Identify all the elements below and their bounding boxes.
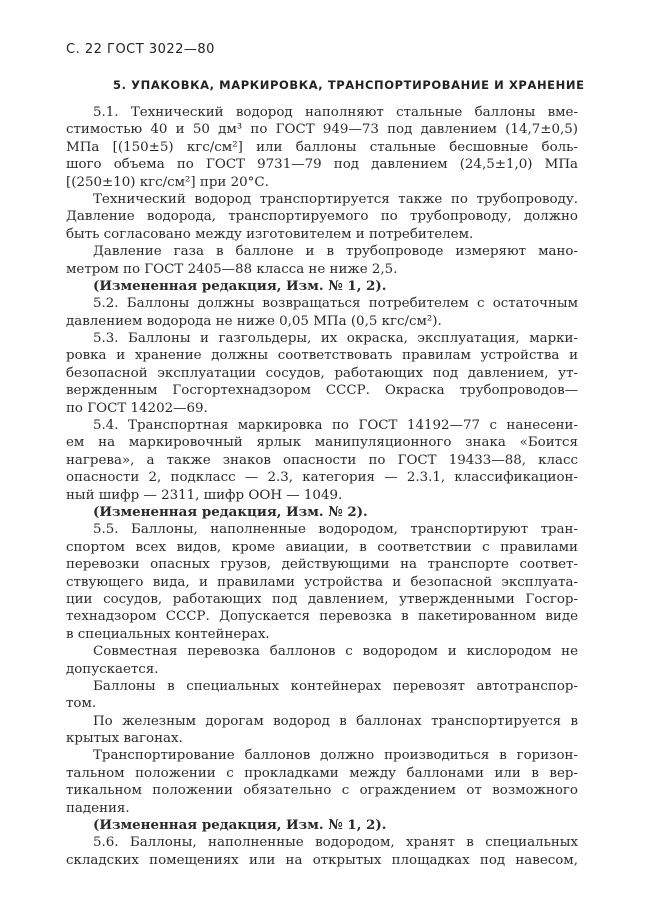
text-line: том. [66,696,97,712]
text-line: ции сосудов, работающих под давлением, утвержденными Госгор- [66,591,578,607]
amendment-note: (Измененная редакция, Изм. № 1, 2). [93,817,387,834]
text-line: перевозки опасных грузов, действующими на транспорте соответ- [66,557,578,573]
text-line: вержденным Госгортехнадзором СССР. Окраска трубопроводов— [66,383,578,399]
text-line: 5.2. Баллоны должны возвращаться потребителем с остаточным [93,296,578,312]
text-line: стимостью 40 и 50 дм³ по ГОСТ 949—73 под давлением (14,7±0,5) [66,122,578,138]
text-line: падения. [66,800,130,816]
text-line: шого объема по ГОСТ 9731—79 под давлением (24,5±1,0) МПа [66,157,578,173]
text-line: складских помещениях или на открытых площадках под навесом, [66,852,578,868]
text-line: 5.4. Транспортная маркировка по ГОСТ 14192—77 с нанесени- [93,418,578,434]
text-line: Транспортирование баллонов должно производиться в горизон- [93,748,578,764]
page-header: С. 22 ГОСТ 3022—80 [66,42,215,57]
amendment-note: (Измененная редакция, Изм. № 1, 2). [93,277,387,294]
text-line: ный шифр — 2311, шифр ООН — 1049. [66,487,343,503]
text-line: тальном положении с прокладками между баллонами или в вер- [66,765,578,781]
text-line: технадзором СССР. Допускается перевозка в пакетированном виде [66,609,578,625]
document-body [66,104,578,869]
text-line: давлением водорода не ниже 0,05 МПа (0,5 кгс/см²). [66,313,442,329]
text-line: Давление газа в баллоне и в трубопроводе измеряют мано- [93,244,578,260]
text-line: Технический водород транспортируется также по трубопроводу. [93,191,578,207]
text-line: по ГОСТ 14202—69. [66,400,208,416]
text-line: безопасной эксплуатации сосудов, работающих под давлением, ут- [66,365,578,381]
text-line: По железным дорогам водород в баллонах транспортируется в [93,713,578,729]
text-line: 5.3. Баллоны и газгольдеры, их окраска, эксплуатация, марки- [93,331,578,347]
text-line: МПа [(150±5) кгс/см²] или баллоны стальные бесшовные боль- [66,139,578,155]
text-line: Баллоны в специальных контейнерах перевозят автотранспор- [93,678,578,694]
text-line: допускается. [66,661,159,677]
amendment-note: (Измененная редакция, Изм. № 2). [93,503,368,520]
text-line: в специальных контейнерах. [66,626,270,642]
text-line: ем на маркировочный ярлык манипуляционного знака «Боится [66,435,578,451]
section-title: 5. УПАКОВКА, МАРКИРОВКА, ТРАНСПОРТИРОВАНИЕ И ХРАНЕНИЕ [113,78,585,92]
text-line: тикальном положении обязательно с ограждением от возможного [66,783,578,799]
text-line: крытых вагонах. [66,731,183,747]
text-line: 5.5. Баллоны, наполненные водородом, транспортируют тран- [93,522,578,538]
text-line: ствующего вида, и правилами устройства и безопасной эксплуата- [66,574,578,590]
text-line: 5.6. Баллоны, наполненные водородом, хранят в специальных [93,835,578,851]
text-line: метром по ГОСТ 2405—88 класса не ниже 2,5. [66,261,398,277]
text-line: Давление водорода, транспортируемого по трубопроводу, должно [66,209,578,225]
text-line: быть согласовано между изготовителем и потребителем. [66,226,474,242]
text-line: нагрева», а также знаков опасности по ГОСТ 19433—88, класс [66,452,578,468]
text-line: 5.1. Технический водород наполняют стальные баллоны вме- [93,105,578,120]
text-line: опасности 2, подкласс — 2.3, категория — 2.3.1, классификацион- [66,470,578,486]
text-line: спортом всех видов, кроме авиации, в соответствии с правилами [66,539,578,555]
text-line: Совместная перевозка баллонов с водородом и кислородом не [93,644,578,660]
text-line: ровка и хранение должны соответствовать правилам устройства и [66,348,578,364]
text-line: [(250±10) кгс/см²] при 20°С. [66,174,269,190]
